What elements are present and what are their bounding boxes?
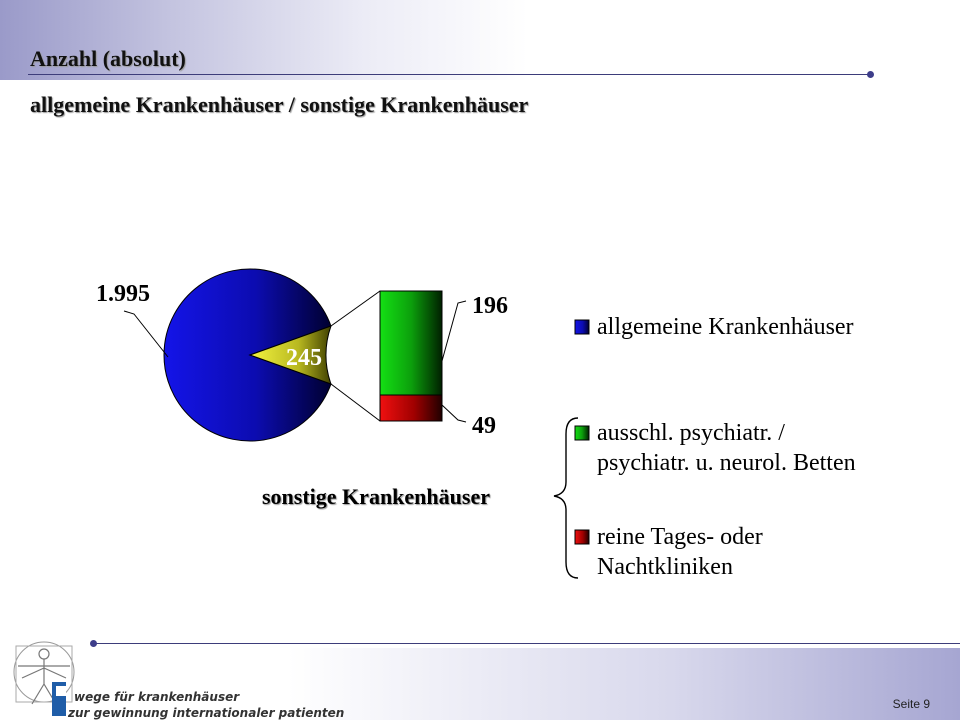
page-subtitle: allgemeine Krankenhäuser / sonstige Krankenhäuser <box>30 92 529 117</box>
leader-line <box>124 311 168 357</box>
legend-label-psychiatr: ausschl. psychiatr. / <box>597 420 785 446</box>
page-number: Seite 9 <box>892 697 930 711</box>
bar-segment-tages <box>380 395 442 421</box>
logo <box>4 632 345 720</box>
leader-line <box>442 405 466 422</box>
legend-swatch-psychiatr <box>575 426 589 440</box>
logo-text-line: zur gewinnung internationaler patienten <box>68 706 345 720</box>
data-label-tages: 49 <box>472 413 496 439</box>
data-label-sonstige: 245 <box>286 345 322 371</box>
legend-label-psychiatr: psychiatr. u. neurol. Betten <box>597 450 856 476</box>
group-label-sonstige: sonstige Krankenhäuser <box>262 484 490 509</box>
connector-line <box>331 291 380 326</box>
logo-text-line: wege für krankenhäuser <box>74 690 240 704</box>
leader-line <box>442 301 466 361</box>
bar-segment-psychiatr <box>380 291 442 395</box>
data-label-allgemeine: 1.995 <box>96 281 150 307</box>
legend-label-allgemeine: allgemeine Krankenhäuser <box>597 314 854 340</box>
legend-swatch-tages <box>575 530 589 544</box>
connector-line <box>331 384 380 421</box>
legend-swatch-allgemeine <box>575 320 589 334</box>
legend-label-tages: reine Tages- oder <box>597 524 763 550</box>
legend-label-tages: Nachtkliniken <box>597 554 733 580</box>
brace-icon <box>554 418 578 578</box>
data-label-psychiatr: 196 <box>472 293 508 319</box>
page-title: Anzahl (absolut) <box>30 46 186 71</box>
